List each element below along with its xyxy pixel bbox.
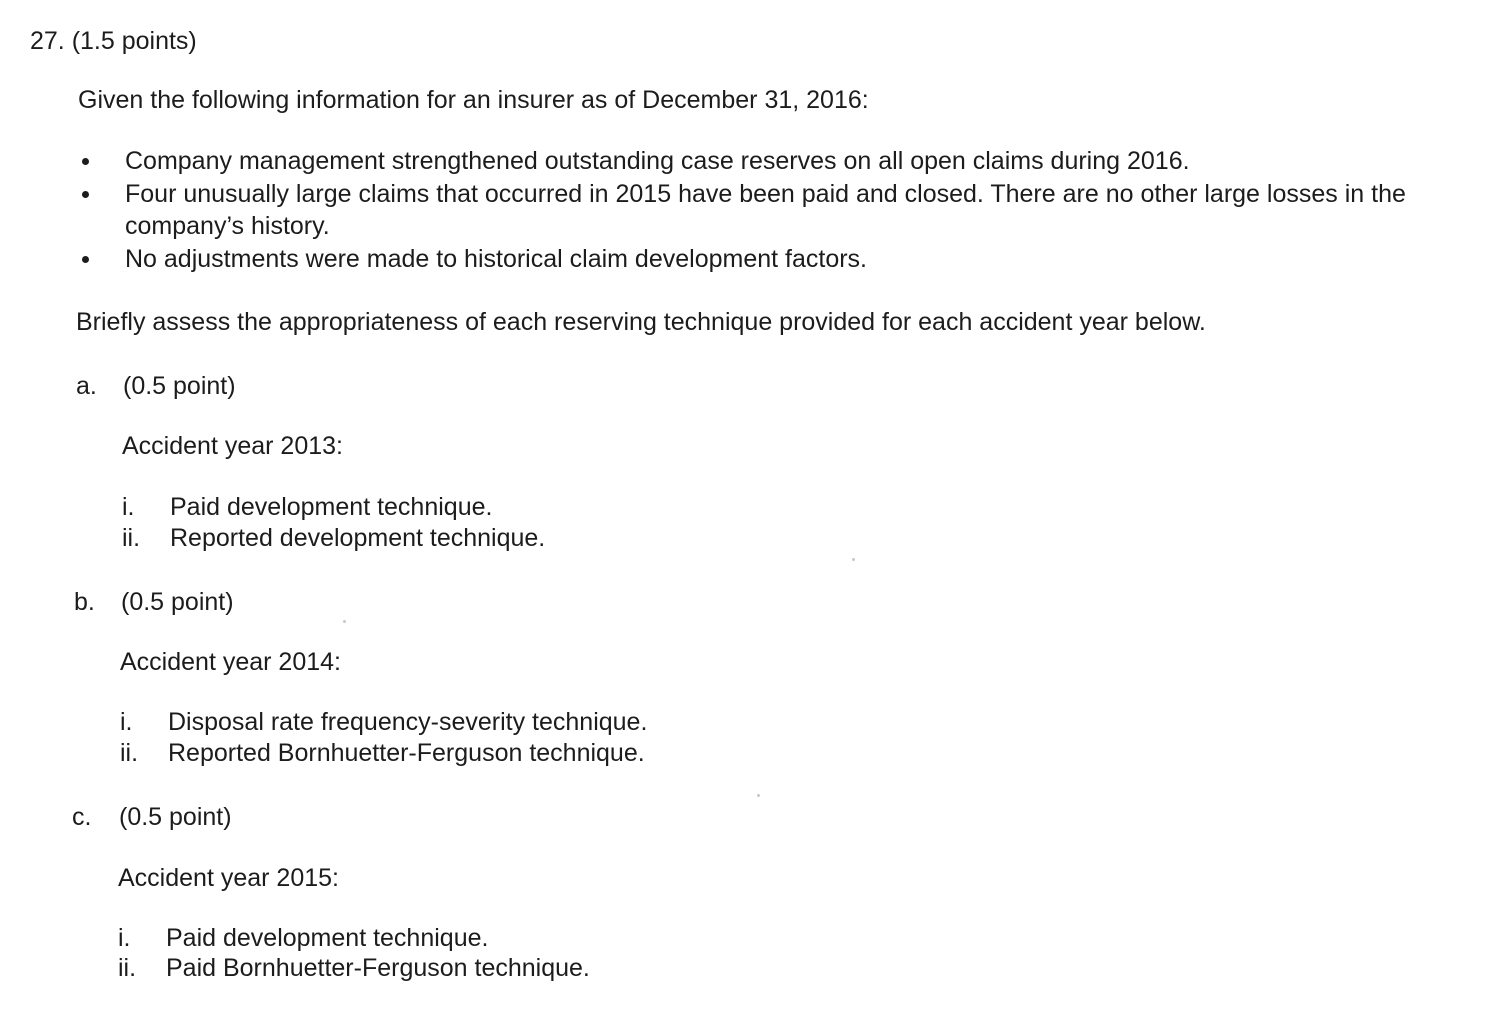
question-number-points: 27. (1.5 points)	[30, 27, 197, 55]
question-intro: Given the following information for an insurer as of December 31, 2016:	[78, 86, 869, 114]
part-b-item	[120, 738, 645, 769]
given-information-list	[78, 146, 1478, 275]
bullet-dot-icon	[82, 191, 89, 198]
part-b-item	[120, 707, 647, 738]
part-a-accident-year: Accident year 2013:	[122, 432, 343, 460]
scan-speck	[343, 620, 346, 623]
item-text: Reported development technique.	[170, 524, 546, 552]
bullet-text: Company management strengthened outstanding case reserves on all open claims during 2016.	[125, 147, 1190, 175]
part-a-item	[122, 492, 492, 523]
part-c-label: c.	[72, 803, 92, 831]
part-a-label: a.	[76, 372, 97, 400]
part-a-points: (0.5 point)	[123, 372, 236, 400]
item-number: ii.	[118, 954, 137, 982]
item-number: ii.	[122, 524, 141, 552]
part-c-item	[118, 923, 488, 954]
item-number: i.	[122, 493, 135, 521]
item-number: i.	[118, 924, 131, 952]
part-c-item	[118, 953, 590, 984]
item-number: i.	[120, 708, 133, 736]
item-text: Disposal rate frequency-severity technique.	[168, 708, 648, 736]
bullet-item	[78, 244, 1478, 275]
item-text: Reported Bornhuetter-Ferguson technique.	[168, 739, 645, 767]
bullet-dot-icon	[82, 256, 89, 263]
bullet-dot-icon	[82, 158, 89, 165]
bullet-item	[78, 179, 1478, 242]
part-b-accident-year: Accident year 2014:	[120, 648, 341, 676]
scan-speck	[852, 558, 855, 561]
item-text: Paid Bornhuetter-Ferguson technique.	[166, 954, 590, 982]
bullet-item	[78, 146, 1478, 177]
part-b-points: (0.5 point)	[121, 588, 234, 616]
item-text: Paid development technique.	[170, 493, 493, 521]
part-a-item	[122, 523, 545, 554]
bullet-text: No adjustments were made to historical claim development factors.	[125, 244, 867, 273]
item-number: ii.	[120, 739, 139, 767]
scan-speck	[757, 794, 760, 797]
bullet-text: Four unusually large claims that occurred in 2015 have been paid and closed. There are no other large losses in the company’s history.	[125, 180, 1406, 240]
part-c-points: (0.5 point)	[119, 803, 232, 831]
item-text: Paid development technique.	[166, 924, 489, 952]
part-c-accident-year: Accident year 2015:	[118, 864, 339, 892]
part-b-label: b.	[74, 588, 95, 616]
question-instruction: Briefly assess the appropriateness of each reserving technique provided for each accident year below.	[76, 308, 1206, 336]
